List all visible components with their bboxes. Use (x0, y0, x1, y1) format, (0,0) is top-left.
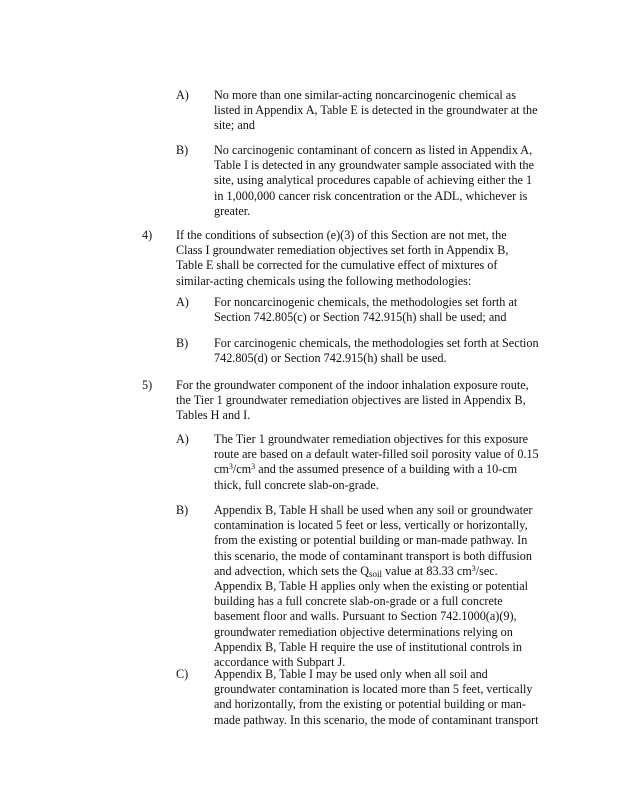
item-text: Appendix B, Table I may be used only when all soil and groundwater contamination is located more than 5 feet, vertically and horizontally, from the existing or potential building or man-made pathway. In this scenario, the mode of contaminant transport (214, 667, 539, 727)
item-label: A) (176, 432, 189, 446)
item-label: B) (176, 503, 189, 517)
item-text: For noncarcinogenic chemicals, the methodologies set forth at Section 742.805(c) or Section 742.915(h) shall be used; and (214, 295, 518, 325)
paragraph-label: 4) (142, 228, 153, 242)
text-run: and the assumed presence of a building with a 10-cm thick, full concrete slab-on-grade. (214, 462, 518, 492)
paragraph-text: For the groundwater component of the indoor inhalation exposure route, the Tier 1 groundwater remediation objectives are listed in Appendix B, Tables H and I. (176, 378, 529, 423)
item-text: No more than one similar-acting noncarcinogenic chemical as listed in Appendix A, Table E is detected in the groundwater at the site; and (214, 88, 538, 133)
item-text (214, 432, 540, 493)
item-text: For carcinogenic chemicals, the methodologies set forth at Section 742.805(d) or Section 742.915(h) shall be used. (214, 336, 539, 366)
item-label: A) (176, 295, 189, 309)
text-run: The Tier 1 groundwater remediation objectives for this exposure route are based on a default water-filled soil porosity value of 0.15 cm (214, 432, 539, 477)
item-label: A) (176, 88, 189, 102)
subscript: soil (369, 568, 383, 579)
item-text: No carcinogenic contaminant of concern as listed in Appendix A, Table I is detected in any groundwater sample associated with the site, using analytical procedures capable of achieving either the 1 in 1,000,000 cancer risk concentration or the ADL, whichever is greater. (214, 143, 534, 218)
paragraph-label: 5) (142, 378, 153, 392)
superscript: 3 (228, 462, 233, 472)
text-run: /cm (232, 462, 252, 477)
item-label: C) (176, 667, 189, 681)
superscript: 3 (471, 563, 476, 573)
item-label: B) (176, 336, 189, 350)
text-run: value at 83.33 cm (382, 563, 472, 578)
item-label: B) (176, 143, 189, 157)
text-run: Appendix B, Table H shall be used when any soil or groundwater contamination is located 5 feet or less, vertically or horizontally, from the existing or potential building or man-made pathway. In this scenario, the mode of contaminant transport is both diffusion and advection, which sets the Q (214, 503, 533, 578)
superscript: 3 (251, 462, 256, 472)
paragraph-text: If the conditions of subsection (e)(3) of this Section are not met, the Class I groundwater remediation objectives set forth in Appendix B, Table E shall be corrected for the cumulative effect of mixtures of similar-acting chemicals using the following methodologies: (176, 228, 509, 288)
item-text (214, 503, 540, 670)
text-run: /sec. Appendix B, Table H applies only when the existing or potential building has a full concrete slab-on-grade or a full concrete basement floor and walls. Pursuant to Section 742.1000(a)(9), groundwater remediation objective determinations relying on Appendix B, Table H require the use of institutional controls in accordance with Subpart J. (214, 563, 529, 670)
